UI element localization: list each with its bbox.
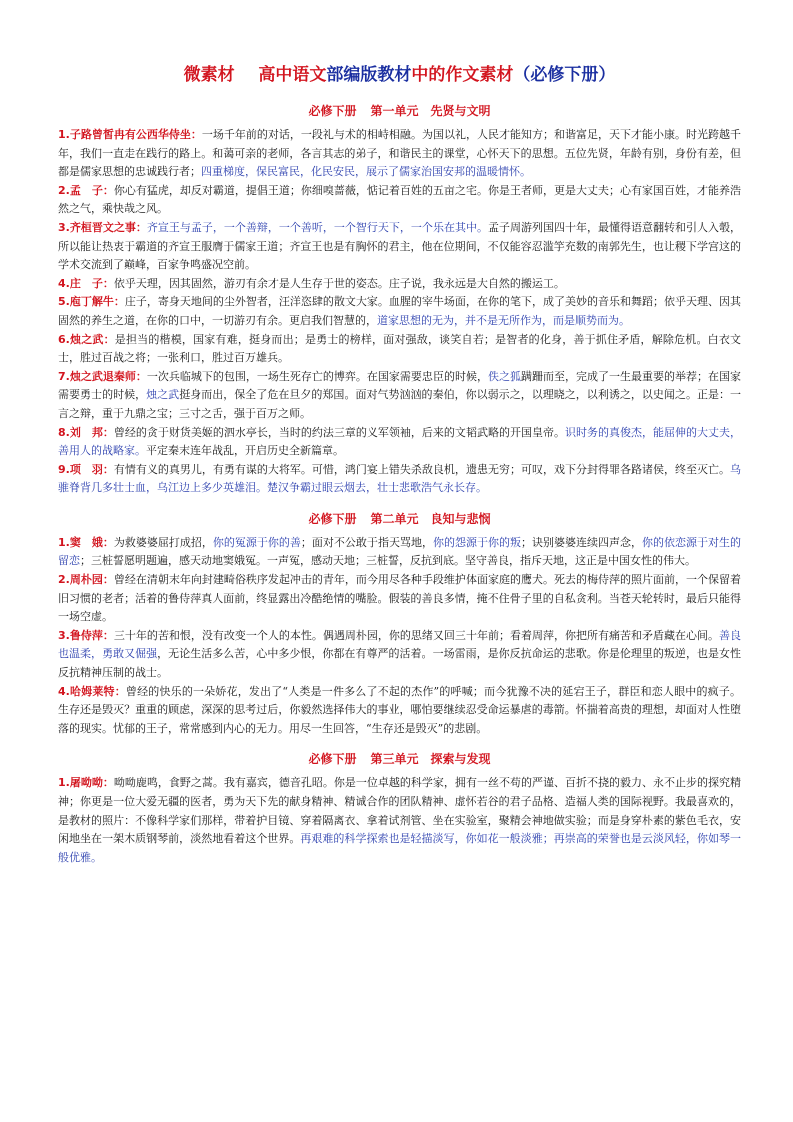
section-unit: 第二单元 [370,511,419,526]
entry-name: 鲁侍萍： [69,628,114,642]
section-book: 必修下册 [308,511,357,526]
entry-name: 周朴园： [69,573,114,587]
entry-number: 1. [58,776,70,790]
title-part-2: 高中语文 [258,65,327,85]
section-book: 必修下册 [308,752,357,767]
entry-name: 孟 子： [69,183,114,197]
entry-name: 庖丁解牛： [69,295,125,309]
body-text: 依乎天理，因其固然，游刃有余才是人生存于世的姿态。庄子说，我永远是大自然的搬运工。 [113,276,565,290]
entry-number: 4. [58,276,70,290]
entry-paragraph [58,182,741,219]
highlighted-text: 你的依恋源于对生的留恋 [58,535,742,568]
title-part-1: 微素材 [183,65,235,85]
body-text: 平定秦末连年战乱，开启历史全新篇章。 [146,444,344,458]
entry-name: 烛之武： [69,332,115,346]
section-gap [58,498,741,510]
section-heading [58,510,741,528]
body-text: 一次兵临城下的包围，一场生死存亡的博弈。在国家需要忠臣的时候， [146,369,488,383]
section-heading [58,102,741,120]
entry-name: 屠呦呦： [69,776,114,790]
body-text: 曾经的贪于财货美姬的泗水亭长，当时的约法三章的义军领袖，后来的文韬武略的开国皇帝。 [113,425,565,439]
highlighted-text: 齐宣王与孟子，一个善辩，一个善听，一个智行天下，一个乐在其中。 [146,220,488,234]
section-unit: 第三单元 [370,752,419,767]
body-text: 一场千年前的对话，一段礼与术的相峙相融。为国以礼，人民才能知方；和谐富足，天下才能小康。时光跨越千年，我们一直走在践行的路上。和蔼可亲的老师，各言其志的弟子，和谐民主的课堂，心怀天下的思想。五位先贤，年龄有别，身份有差，但都是儒家思想的忠诚践行者； [58,128,742,179]
section-book: 必修下册 [308,104,357,118]
entry-name: 哈姆莱特： [69,684,126,698]
body-text: 为救婆婆屈打成招， [113,535,213,549]
entry-paragraph [58,571,741,627]
entry-number: 6. [58,332,70,346]
entry-paragraph [58,461,741,498]
highlighted-text: 你的怨源于你的叛 [432,535,521,549]
body-text: 呦呦鹿鸣，食野之蒿。我有嘉宾，德音孔昭。你是一位卓越的科学家，拥有一丝不苟的严谨、百折不挠的毅力、永不止步的探究精神；你更是一位大爱无疆的医者，勇为天下先的献身精神、精诚合作的团队精神、虚怀若谷的君子品格、造福人类的国际视野。我最喜欢的，是教材的照片：不像科学家们那样，带着护目镜、穿着隔离衣、拿着试剂管、坐在实验室，聚精会神地做实验；而是身穿朴素的紫色毛衣，安闲地坐在一架木质钢琴前，淡然地看着这个世界。 [58,776,741,846]
body-text: ；三桩誓愿明题遍，感天动地窦娥冤。一声冤，感动天地；三桩誓，反抗到底。坚守善良，指斥天地，这正是中国女性的伟大。 [80,554,696,568]
entry-paragraph [58,774,741,867]
entry-number: 1. [58,535,70,549]
body-text: ；面对不公敢于指天骂地， [300,535,433,549]
body-text: 庄子，寄身天地间的尘外智者，汪洋恣肆的散文大家。血腥的宰牛场面，在你的笔下，成了美妙的音乐和舞蹈；依乎天理、因其固然的养生之道，在你的口中，一切游刃有余。更启我们智慧的， [58,295,741,327]
body-text: 三十年的苦和恨，没有改变一个人的本性。偶遇周朴园，你的思绪又回三十年前；看着周萍，你把所有痛苦和矛盾藏在心间。 [113,628,719,642]
entry-paragraph [58,331,741,368]
body-text: 你心有猛虎，却反对霸道，提倡王道；你细嗅蔷薇，惦记着百姓的五亩之宅。你是王者师，更是大丈夫；心有家国百姓，才能养浩然之气，乘快哉之风。 [58,183,741,216]
entry-paragraph [58,683,741,739]
entry-number: 5. [58,295,70,309]
entry-number: 2. [58,573,70,587]
section-unit: 第一单元 [370,104,419,118]
title-part-3: 部编版教材 [326,65,412,85]
body-text: 蹒跚而至，完成了一生最重要的举荐；在国家需要勇士的时候， [58,369,742,402]
sections-container [58,102,741,867]
section-gap [58,738,741,750]
entry-name: 子路曾皙冉有公西华侍坐： [69,128,202,141]
entry-number: 8. [58,425,70,439]
entry-paragraph [58,275,741,294]
entry-name: 庄 子： [69,276,114,290]
title-part-5: 作文素材 [445,65,514,85]
entry-number: 7. [58,369,70,383]
title-part-6: （必修下册） [513,65,616,85]
body-text: ；诀别婆婆连续四声念， [520,535,643,549]
entry-paragraph [58,219,741,275]
entry-name: 刘 邦： [69,425,114,439]
highlighted-text: 再艰难的科学探索也是轻描淡写，你如花一般淡雅；再崇高的荣誉也是云淡风轻，你如琴一般优雅。 [58,832,741,864]
title-part-4: 中的 [411,65,446,85]
section-heading [58,750,741,768]
entry-paragraph [58,627,741,683]
highlighted-text: 你的冤源于你的善 [212,535,301,549]
entry-name: 项 羽： [69,462,114,476]
body-text: 曾经在清朝末年向封建畸俗秩序发起冲击的青年，而今用尽各种手段维护体面家庭的鹰犬。死去的梅侍萍的照片面前，一个保留着旧习惯的老者；活着的鲁侍萍真人面前，终显露出冷酷绝情的嘴脸。假装的善良多情，掩不住骨子里的自私贪利。当苍天轮转时，最后只能得一场空虚。 [58,573,741,624]
entry-paragraph [58,293,741,330]
entry-number: 3. [58,628,70,642]
entry-name: 齐桓晋文之事： [69,220,147,234]
highlighted-text: 道家思想的无为，并不是无所作为，而是顺势而为。 [377,313,630,327]
highlighted-text: 烛之武 [146,388,180,402]
body-text: 是担当的楷模，国家有难，挺身而出；是勇士的榜样，面对强敌，谈笑自若；是智者的化身，善于抓住矛盾，解除危机。白衣文士，胜过百战之将；一张利口，胜过百万雄兵。 [58,332,742,365]
entry-number: 4. [58,684,70,698]
entry-paragraph [58,424,741,461]
entry-name: 烛之武退秦师： [69,369,147,383]
section-theme: 探索与发现 [430,752,491,767]
entry-number: 2. [58,183,70,197]
section-theme: 良知与悲悯 [430,511,491,526]
entry-paragraph [58,126,741,182]
entry-paragraph [58,534,741,571]
document-title [58,62,741,88]
entry-number: 3. [58,220,70,234]
highlighted-text: 乌骓脊背几多壮士血，乌江边上多少英雄泪。楚汉争霸过眼云烟去，壮士悲歌浩气永长存。 [58,462,741,495]
body-text: 有情有义的真男儿，有勇有谋的大将军。可惜，鸿门宴上错失杀敌良机，遗患无穷；可叹，戏下分封得罪各路诸侯，终至灭亡。 [113,462,730,476]
entry-paragraph [58,368,741,424]
entry-name: 窦 娥： [69,535,114,549]
body-text: 曾经的快乐的一朵娇花，发出了“人类是一件多么了不起的杰作”的呼喊；而今犹豫不决的延宕王子，群臣和恋人眼中的疯子。生存还是毁灭？重重的顾虑，深深的思考过后，你毅然选择伟大的事业，哪怕要继续忍受命运暴虐的毒箭。怀揣着高贵的理想，却面对人性堕落的现实。忧郁的王子，常常感到内心的无力。用尽一生回答，“生存还是毁灭”的悲剧。 [58,684,741,735]
highlighted-text: 识时务的真俊杰，能屈伸的大丈夫，善用人的战略家。 [58,425,742,458]
entry-number: 9. [58,462,70,476]
body-text: 挺身而出，保全了危在旦夕的郑国。面对气势汹汹的秦伯，你以弱示之，以理晓之，以利诱之，以史闻之。正是：一言之辩，重于九鼎之宝；三寸之舌，强于百万之师。 [58,388,742,420]
body-text: 孟子周游列国四十年，最懂得语意翻转和引人入彀，所以能让热衷于霸道的齐宣王服膺于儒家王道；齐宣王也是有胸怀的君主，他在位期间，不仅能容忍滥竽充数的南郭先生，也让稷下学宫这的学术交流到了巅峰，百家争鸣盛况空前。 [58,220,742,272]
body-text: ，无论生活多么苦，心中多少恨，你都在有尊严的活着。一场雷雨，是你反抗命运的悲歌。你是伦理里的叛逆，也是女性反抗精神压制的战士。 [58,647,742,680]
entry-number: 1. [58,128,70,141]
highlighted-text: 佚之狐 [487,369,521,383]
highlighted-text: 四重梯度，保民富民，化民安民，展示了儒家治国安邦的温暖情怀。 [201,165,531,179]
highlighted-text: 善良也温柔，勇敢又倔强 [58,628,742,661]
section-theme: 先贤与文明 [430,104,491,118]
